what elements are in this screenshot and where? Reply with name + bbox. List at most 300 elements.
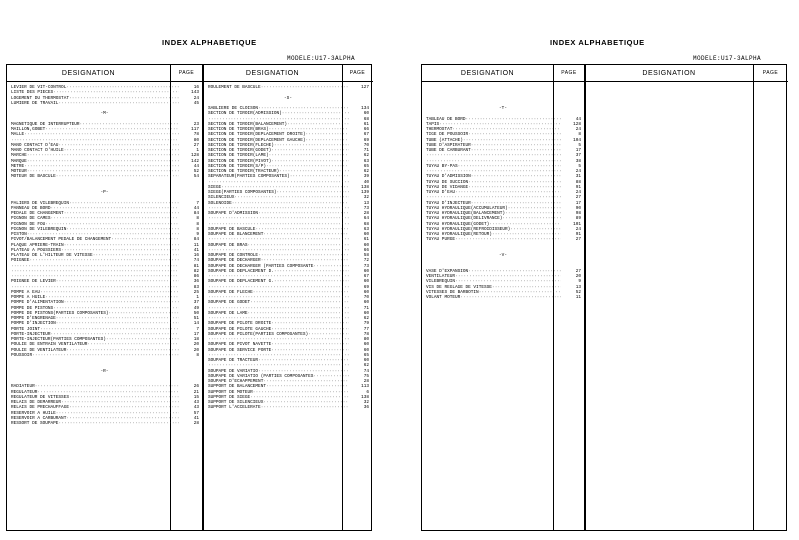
entry-page-number: 70	[363, 142, 369, 148]
entry-designation: TUBE D'ASPIRATEUR	[426, 142, 471, 148]
entry-designation: POMPE DE PISTONS(PARTIES COMPOSANTES)	[11, 310, 109, 316]
entry-designation: SOUPAPE D'ADMISSION	[208, 211, 259, 216]
entry-page-number: 138	[361, 394, 369, 400]
entry-page-number: 8	[196, 352, 199, 358]
entry-designation: MARCHE	[11, 153, 27, 159]
entry-page-number: 52	[575, 289, 581, 295]
entry-page-number: 143	[191, 90, 199, 96]
entry-page-number: 67	[363, 132, 369, 138]
entry-page-number: 16	[193, 253, 199, 258]
entry-designation: MALLE	[11, 132, 25, 138]
entry-page-number: 62	[363, 153, 369, 159]
entry-designation: TUYAU HYDRAULIQUE(GODET)	[426, 221, 490, 227]
index-entry	[422, 295, 584, 300]
entry-designation: TUBE DE CARBURANT	[426, 148, 471, 153]
dot-leader	[58, 421, 179, 426]
entry-page-number: 50	[193, 310, 199, 316]
entry-page-number: 73	[363, 205, 369, 211]
entry-page-number: 142	[191, 158, 199, 164]
entry-designation: SECTION DE TIROIR(GODET)	[208, 148, 272, 153]
entry-designation: TUYAU D'ADMISSION	[426, 174, 471, 180]
entry-page-number: 11	[193, 242, 199, 248]
index-entry	[204, 405, 372, 410]
entry-designation: PLATEAU DE L'HILTEUR DE VITESSE	[11, 253, 93, 258]
entry-page-number: 8	[196, 221, 199, 227]
index-table	[421, 64, 787, 531]
entry-designation: POULIE DE VENTILATEUR	[11, 347, 67, 353]
index-table	[6, 64, 372, 531]
entry-designation: POMPE D'INJECTION	[11, 321, 56, 327]
right-page	[400, 0, 799, 540]
entry-page-number: 5	[578, 163, 581, 169]
entry-page-number: 26	[193, 384, 199, 390]
entry-designation: MANO CONTACT D'HUILE	[11, 148, 64, 153]
entry-page-number: 73	[363, 263, 369, 269]
dot-leader	[460, 295, 561, 300]
header-page: PAGE	[170, 65, 203, 82]
entry-designation: VITESSES DE BARBOTIN	[426, 289, 479, 295]
entry-designation: PORTE-INJECTEUR(PARTIES COMPOSANTES)	[11, 337, 106, 342]
entry-page-number: 134	[361, 106, 369, 111]
entry-designation: REGULATEUR	[11, 389, 38, 395]
entry-designation: TUYAU D'INJECTEUR	[426, 200, 471, 206]
entry-designation: TUYAU HYDRAULIQUE(BALANCEMENT)	[426, 211, 506, 216]
entry-designation: SECTION DE TIROIR(PIVOT)	[208, 158, 272, 164]
dot-leader	[58, 101, 179, 106]
entry-designation: VASE D'EXPANSION	[426, 268, 469, 274]
entry-designation: RESERVOIR A HUILE	[11, 410, 56, 416]
entry-page-number: 37	[575, 153, 581, 159]
entry-page-number: 68	[363, 221, 369, 227]
entry-page-number: 139	[361, 190, 369, 195]
entry-designation: PORTE-INJECTEUR	[11, 331, 51, 337]
entry-designation: SOUPAPE DE LAME	[208, 310, 248, 316]
entry-designation: SOUPAPE DE DECHARGER (PARTIES COMPOSANTE	[208, 263, 314, 269]
entry-designation: PISTON	[11, 232, 27, 237]
entry-designation: SOUPAPE DE GODET	[208, 300, 251, 306]
header-designation: DESIGNATION	[203, 65, 342, 82]
entry-designation: TUYAU PURGE	[426, 237, 455, 243]
entry-designation: SUPPORT DE MOTEUR	[208, 389, 253, 395]
index-entry	[422, 237, 584, 242]
entry-designation: REGULATEUR DE VITESSES	[11, 394, 69, 400]
entry-page-number: 28	[363, 211, 369, 216]
entry-page-number: 43	[193, 400, 199, 405]
entry-page-number: 17	[575, 200, 581, 206]
entry-page-number: 16	[193, 85, 199, 90]
entry-designation: TUYAU HYDRAULIQUE(REFROIDISSEUR)	[426, 226, 511, 232]
entry-designation: POIGNEE DE LEVIER	[11, 279, 56, 285]
entry-page-number: 66	[363, 247, 369, 253]
entry-designation: TAPIS	[426, 121, 440, 127]
entry-designation: SOLENOIDE	[208, 200, 232, 206]
entry-page-number: 74	[193, 258, 199, 264]
entry-designation: TABLEAU DE BORD	[426, 116, 466, 122]
entry-designation: SECTION DE TIROIR(TRACTEUR)	[208, 169, 280, 174]
entry-designation: SABLIERE DE CLOISON	[208, 106, 259, 111]
entry-designation: SECTION DE TIROIR(S/P)	[208, 163, 266, 169]
entry-page-number: 60	[363, 300, 369, 306]
entry-page-number: 98	[575, 211, 581, 216]
entry-designation: POIGNEE	[11, 258, 30, 264]
entry-designation: TUYAU D'EAU	[426, 190, 455, 195]
entry-designation: RESERVOIR A CARBURANT	[11, 415, 67, 421]
entry-designation: SILENCIEUX	[208, 195, 235, 201]
entry-page-number: 60	[363, 289, 369, 295]
entry-designation: RELAIS DE PRECHAUFFAGE	[11, 405, 69, 411]
entry-page-number: 7	[196, 200, 199, 206]
entry-designation: VOLANT MOTEUR	[426, 295, 461, 300]
entry-page-number: 60	[363, 279, 369, 285]
entry-page-number: 24	[575, 190, 581, 195]
entry-page-number: 9	[196, 232, 199, 237]
entry-page-number: 24	[193, 95, 199, 101]
entry-designation: MOTEUR DE BASCULE	[11, 174, 56, 180]
header-page: PAGE	[553, 65, 585, 82]
entry-page-number: 81	[193, 263, 199, 269]
entry-designation: PALIERS DE VILEBREQUIN	[11, 200, 69, 206]
entry-designation: SOUPAPE DE SERVICE PORTE	[208, 347, 272, 353]
entry-page-number: 78	[193, 132, 199, 138]
entry-page-number: 62	[363, 169, 369, 174]
entry-page-number: 9	[578, 279, 581, 285]
entry-page-number: 17	[575, 148, 581, 153]
entry-designation: SOUPAPE DE DECHARGER	[208, 258, 261, 264]
entry-page-number: 36	[363, 405, 369, 411]
entry-designation: SUPPORT DE BALANCEMENT	[208, 384, 266, 390]
entry-page-number: 18	[193, 337, 199, 342]
entry-page-number: 88	[575, 179, 581, 185]
entry-page-number: 41	[193, 415, 199, 421]
entry-designation: TUYAU HYDRAULIQUE(RETOUR)	[426, 232, 492, 237]
entry-designation: SUPPORT L'ACCELERATE	[208, 405, 261, 411]
entry-page-number: 63	[363, 158, 369, 164]
dot-leader	[32, 353, 179, 358]
entry-page-number: 31	[575, 174, 581, 180]
dot-leader	[56, 174, 179, 179]
entry-page-number: 127	[361, 85, 369, 90]
entry-page-number: 60	[363, 232, 369, 237]
entry-page-number: 20	[193, 342, 199, 348]
entry-designation: TUBE (ATTACHE)	[426, 137, 463, 143]
entry-designation: SUPPORT DE SIEGE	[208, 394, 251, 400]
entry-designation: TUYAU HYDRAULIQUE(ACCUMULATEUR)	[426, 205, 508, 211]
section-letter-label: -M-	[100, 111, 109, 117]
entry-page-number: 60	[363, 111, 369, 117]
index-entry	[7, 101, 202, 106]
entry-page-number: 49	[193, 305, 199, 311]
entry-page-number: 54	[193, 174, 199, 180]
entry-page-number: 80	[193, 137, 199, 143]
entry-page-number: 32	[363, 400, 369, 405]
entry-page-number: 58	[363, 253, 369, 258]
entry-designation: SECTION DE TIROIR(LAME)	[208, 153, 269, 159]
page-title: INDEX ALPHABETIQUE	[162, 38, 257, 47]
entry-page-number: 27	[575, 195, 581, 201]
entry-designation: TUYAU HYDRAULIQUE(DELIVRANCE)	[426, 216, 503, 222]
entry-page-number: 27	[575, 237, 581, 243]
entry-page-number: 60	[363, 268, 369, 274]
dot-leader	[261, 85, 349, 90]
entry-page-number: 15	[193, 394, 199, 400]
entry-designation: SOUPAPE DE BLANCEMENT	[208, 232, 264, 237]
entry-page-number: 43	[193, 405, 199, 411]
entry-designation: LISTE DES PIECES	[11, 90, 54, 96]
section-letter-label: -V-	[499, 253, 507, 258]
entry-designation: MARQUE	[11, 158, 27, 164]
entry-page-number: 23	[193, 121, 199, 127]
entry-page-number: 44	[575, 116, 581, 122]
entry-page-number: 13	[575, 284, 581, 290]
entry-page-number: 5	[578, 142, 581, 148]
entry-designation: SOUPAPE DE PILOTE(PARTIES COMPOSANTES)	[208, 331, 309, 337]
entry-page-number: 79	[363, 321, 369, 327]
entry-page-number: 72	[363, 258, 369, 264]
entry-page-number: 24	[575, 169, 581, 174]
entry-designation: POMPE DE PISTONS	[11, 305, 54, 311]
index-column-b	[204, 85, 372, 411]
entry-page-number: 20	[575, 274, 581, 279]
header-page: PAGE	[753, 65, 788, 82]
entry-designation: SOUPAPE DE BRAS	[208, 242, 248, 248]
entry-page-number: 32	[363, 195, 369, 201]
entry-page-number: 77	[363, 326, 369, 332]
entry-designation: SIEGE	[208, 184, 222, 190]
entry-designation: TIGE DE POUSSOIR	[426, 132, 469, 138]
entry-designation: POULIE DE ENTRAIN VENTILATEUR	[11, 342, 88, 348]
entry-designation: POMPE A EAU	[11, 289, 40, 295]
entry-page-number: 138	[361, 184, 369, 190]
entry-designation: SOUPAPE DE VARIATIO	[208, 368, 259, 374]
entry-page-number: 67	[363, 274, 369, 279]
entry-designation: SOUPAPE DE PIVOT NAVETTE	[208, 342, 272, 348]
entry-page-number: 8	[196, 226, 199, 232]
entry-page-number: 24	[575, 226, 581, 232]
entry-page-number: 60	[363, 310, 369, 316]
entry-page-number: 45	[193, 100, 199, 106]
entry-page-number: 6	[366, 389, 369, 395]
entry-page-number: 14	[193, 321, 199, 327]
entry-page-number: 20	[193, 347, 199, 353]
index-column-a	[7, 85, 202, 426]
index-entry	[7, 353, 202, 358]
entry-page-number: 128	[573, 121, 581, 127]
entry-page-number: 65	[363, 163, 369, 169]
section-letter-label: -T-	[499, 106, 507, 111]
entry-designation: SECTION DE TIROIR(BALANCEMENT)	[208, 121, 288, 127]
entry-page-number: 74	[363, 368, 369, 374]
entry-page-number: 66	[363, 127, 369, 132]
section-letter-label: -S-	[284, 95, 292, 101]
dot-leader	[455, 237, 561, 242]
entry-designation: PLATEAU A POUSSIERS	[11, 247, 62, 253]
section-letter-label: -P-	[100, 190, 109, 195]
entry-designation: TUYAU BY-PAS	[426, 163, 458, 169]
entry-page-number: 89	[575, 216, 581, 222]
entry-page-number: 68	[363, 116, 369, 122]
entry-designation: SOUPAPE DE FLECHE	[208, 289, 253, 295]
entry-designation: ROULEMENT DE BASCULE	[208, 85, 261, 90]
entry-designation: SOUPAPE D'ECHAPPEMENT	[208, 379, 264, 384]
entry-designation: SECTION DE TIROIR(FLECHE)	[208, 142, 274, 148]
entry-page-number: 69	[363, 284, 369, 290]
entry-designation: PIGNON DE CAMES	[11, 216, 51, 222]
entry-page-number: 60	[363, 358, 369, 363]
entry-page-number: 90	[575, 205, 581, 211]
entry-designation: LEVIER DE VIT-CONTROL	[11, 85, 67, 90]
entry-page-number: 82	[193, 268, 199, 274]
entry-page-number: 24	[575, 127, 581, 132]
entry-designation: PIGNON DE VILEBREQUIN	[11, 226, 67, 232]
entry-page-number: 83	[193, 284, 199, 290]
entry-designation: PORTE JOINT	[11, 326, 40, 332]
header-page: PAGE	[342, 65, 373, 82]
header-designation: DESIGNATION	[7, 65, 170, 82]
entry-designation: RADIATEUR	[11, 384, 35, 390]
entry-designation: SOUPAPE DE DEPLACEMENT D.	[208, 268, 274, 274]
entry-page-number: 61	[363, 237, 369, 243]
entry-designation: SECTION DE TIROIR(DEPLACEMENT GAUCHE)	[208, 137, 306, 143]
entry-page-number: 70	[363, 295, 369, 300]
entry-designation: VENTILATEUR	[426, 274, 455, 279]
entry-designation: POMPE D'ENGRENAGE	[11, 316, 56, 321]
entry-page-number: 63	[363, 226, 369, 232]
entry-designation: SOUPAPE DE BASCULE	[208, 226, 256, 232]
entry-page-number: 1	[196, 295, 199, 300]
entry-page-number: 60	[363, 347, 369, 353]
index-entry	[7, 174, 202, 179]
entry-page-number: 80	[363, 337, 369, 342]
entry-page-number: 21	[193, 389, 199, 395]
entry-page-number: 71	[363, 148, 369, 153]
entry-designation: VIS DE REGLAGE DE VITESSE	[426, 284, 492, 290]
entry-designation: MAILLON,GOBET	[11, 127, 46, 132]
entry-page-number: 71	[363, 305, 369, 311]
entry-page-number: 51	[193, 316, 199, 321]
entry-page-number: 101	[573, 221, 581, 227]
entry-designation: POUSSOIR	[11, 352, 33, 358]
left-page	[0, 0, 399, 540]
entry-designation: SUPPORT DE SILENCIEUX	[208, 400, 264, 405]
entry-page-number: 7	[196, 326, 199, 332]
entry-designation: SOUPAPE DE DEPLACEMENT G.	[208, 279, 274, 285]
entry-page-number: 57	[193, 410, 199, 416]
entry-page-number: 91	[575, 184, 581, 190]
entry-designation: MANO CONTACT D'EAU	[11, 142, 59, 148]
entry-designation: TUYAU DE VIDANGE	[426, 184, 469, 190]
entry-designation: SOUPAPE DE TRACTEUR	[208, 358, 259, 363]
entry-page-number: 128	[191, 153, 199, 159]
header-designation: DESIGNATION	[585, 65, 753, 82]
model-label: MODELE:U17-3ALPHA	[287, 55, 356, 62]
entry-designation: METRE	[11, 163, 25, 169]
entry-page-number: 38	[575, 158, 581, 164]
entry-designation: SOUPAPE DE CONTROLE	[208, 253, 259, 258]
entry-page-number: 28	[193, 421, 199, 426]
entry-designation: SEPARATEUR(PARTIES COMPOSANTES)	[208, 174, 290, 180]
entry-page-number: 64	[363, 216, 369, 222]
section-letter-label: -R-	[100, 368, 109, 374]
entry-page-number: 84	[193, 237, 199, 243]
entry-page-number: 25	[193, 289, 199, 295]
entry-page-number: 65	[363, 352, 369, 358]
entry-designation: MOTEUR	[11, 169, 27, 174]
entry-page-number: 52	[193, 169, 199, 174]
index-entry	[204, 85, 372, 90]
entry-designation: SOUPAPE DE PILOTE GAUCHE	[208, 326, 272, 332]
entry-page-number: 62	[363, 316, 369, 321]
entry-page-number: 86	[193, 274, 199, 279]
entry-designation: PEDALE DE CHANGEMENT	[11, 211, 64, 216]
entry-page-number: 40	[363, 179, 369, 185]
entry-page-number: 113	[361, 384, 369, 390]
entry-designation: SECTION DE TIROIR(BRAS)	[208, 127, 269, 132]
entry-page-number: 61	[363, 121, 369, 127]
entry-designation: SOUPAPE DE PILOTE DROITE	[208, 321, 272, 327]
entry-page-number: 41	[193, 247, 199, 253]
dot-leader	[261, 405, 349, 410]
entry-page-number: 36	[193, 279, 199, 285]
entry-designation: PANNEAU DE BORD	[11, 205, 51, 211]
entry-page-number: 78	[363, 331, 369, 337]
entry-page-number: 11	[575, 295, 581, 300]
entry-designation: RESSORT DE SOUPAPE	[11, 421, 59, 426]
page-title: INDEX ALPHABETIQUE	[550, 38, 645, 47]
entry-designation: RELAIS DE DEMARREUR	[11, 400, 62, 405]
entry-page-number: 44	[193, 205, 199, 211]
entry-page-number: 37	[193, 300, 199, 306]
index-entry	[7, 421, 202, 426]
entry-page-number: 27	[575, 268, 581, 274]
entry-page-number: 62	[363, 363, 369, 369]
entry-page-number: 91	[575, 232, 581, 237]
entry-page-number: 1	[196, 148, 199, 153]
entry-page-number: 27	[193, 142, 199, 148]
entry-page-number: 8	[578, 132, 581, 138]
entry-designation: SECTION DE TIROIR(ADMISSION)	[208, 111, 282, 117]
entry-page-number: 60	[363, 242, 369, 248]
entry-page-number: 8	[196, 216, 199, 222]
entry-designation: LOGEMENT DU THERMOSTAT	[11, 95, 69, 101]
entry-page-number: 17	[193, 331, 199, 337]
model-label: MODELE:U17-3ALPHA	[693, 55, 762, 62]
entry-designation: VILEBREQUIN	[426, 279, 455, 285]
entry-page-number: 104	[573, 137, 581, 143]
entry-designation: PIGNON DE FOU	[11, 221, 46, 227]
entry-designation: SECTION DE TIROIR(DEPLACEMENT DROITE)	[208, 132, 306, 138]
entry-page-number: 44	[193, 163, 199, 169]
entry-designation: POMPE D'ALIMENTATION	[11, 300, 64, 306]
entry-page-number: 60	[363, 342, 369, 348]
entry-designation: SIEGE(PARTIES COMPOSANTES)	[208, 190, 277, 195]
header-designation: DESIGNATION	[422, 65, 553, 82]
entry-designation: LUMIERE DE TRAVAIL	[11, 100, 59, 106]
entry-designation: THERMOSTAT	[426, 127, 453, 132]
entry-designation: PIVOT/BALANCEMENT PEDALE DE CHANGEMENT	[11, 237, 112, 243]
entry-designation: SOUPAPE DE VARIATIO (PARTIES COMPOSANTES	[208, 373, 314, 379]
entry-page-number: 39	[363, 174, 369, 180]
entry-page-number: 84	[193, 211, 199, 216]
entry-page-number: 13	[363, 200, 369, 206]
entry-designation: PLAQUE APRIERE-TRAIN	[11, 242, 64, 248]
entry-page-number: 117	[191, 127, 199, 132]
entry-designation: POMPE A HUILE	[11, 295, 46, 300]
index-column-a	[422, 85, 584, 300]
entry-page-number: 69	[363, 137, 369, 143]
entry-designation: MAGNETIQUE DE INTERRUPTEUR	[11, 121, 80, 127]
entry-page-number: 75	[363, 373, 369, 379]
entry-designation: TUYAU DE SUCCION	[426, 179, 469, 185]
